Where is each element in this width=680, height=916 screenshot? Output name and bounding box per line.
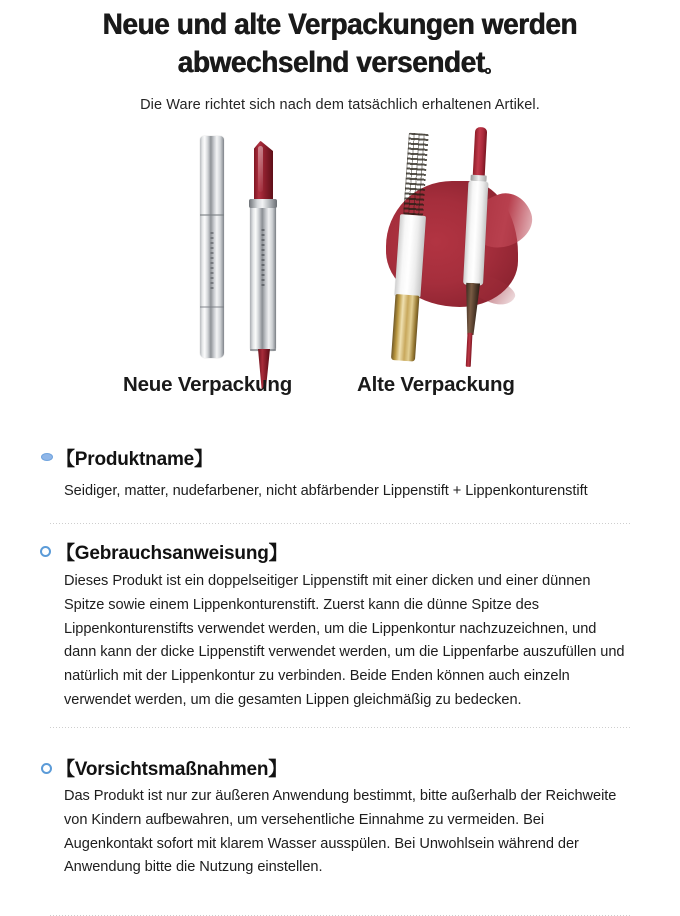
section-body-produktname: Seidiger, matter, nudefarbener, nicht abfärbender Lippenstift + Lippenkonturenstift [64,482,588,499]
blue-ring-marker-icon [41,763,52,774]
white-pencil-body-icon [463,180,488,285]
section-body-text: Dieses Produkt ist ein doppelseitiger Lippenstift mit einer dicken und einer dünnen Spitze sowie einem Lippenkonturenstift. Zuerst kann die dünne Spitze des Lippenkonturenstifts verwendet werden, um die Lippenkontur nachzuzeichnen, und dann kann der dicke Lippenstift verwendet werden, um die Lippenfarbe auszufüllen und natürlich mit der Lippenkontur zu verbinden. Beide Enden können auch einzeln verwendet werden, um die gesamten Lippen gleichmäßig zu bedecken. [64,573,625,708]
product-comparison-images [0,127,680,367]
section-heading-text: 【Vorsichtsmaßnahmen】 [56,759,288,781]
section-heading-text: 【Produktname】 [56,448,213,470]
section-divider-2 [50,727,632,728]
section-body-vorsichtsmassnahmen: Das Produkt ist nur zur äußeren Anwendung bestimmt, bitte außerhalb der Reichweite von Kindern aufbewahren, um versehentliche Einnahme zu vermeiden. Bei Augenkontakt sofort mit klarem Wasser ausspülen. Bei Unwohlsein während der Anwendung bitte die Nutzung einstellen. [64,788,617,876]
page-header [0,0,680,113]
blue-dot-marker-icon [41,453,53,461]
section-heading-gebrauchsanweisung [56,538,632,565]
lipstick-bullet-highlight [258,146,263,192]
packaging-labels [0,373,680,417]
section-body-gebrauchsanweisung [56,570,632,712]
cap-engraving-icon [211,232,214,290]
page-title [63,6,617,83]
section-divider-1 [50,523,632,524]
section-vorsichtsmassnahmen [56,754,632,880]
section-gebrauchsanweisung [56,538,632,712]
new-packaging-image [188,127,314,367]
gold-base-icon [391,294,420,362]
pencil-taper-icon [463,282,480,335]
silver-barrel-icon [250,203,276,351]
page-subtitle: Die Ware richtet sich nach dem tatsächlich erhaltenen Artikel. [140,96,540,113]
lipstick-bullet-icon [254,141,273,205]
pencil-lead-icon [466,333,473,367]
section-heading-produktname [56,444,632,471]
section-heading-text: 【Gebrauchsanweisung】 [56,543,288,565]
barrel-engraving-icon [262,229,265,287]
product-info [0,444,680,916]
old-packaging-image [358,127,526,367]
section-heading-vorsichtsmassnahmen [56,754,632,781]
page-title-line-2: abwechselnd versendet [177,46,485,80]
old-packaging-label: Alte Verpackung [357,372,515,396]
silver-cap-icon [200,136,224,358]
new-packaging-label: Neue Verpackung [123,372,293,396]
page-title-line-1: Neue und alte Verpackungen werden [102,8,578,41]
page-title-period: 。 [484,55,503,77]
blue-ring-marker-icon [40,546,51,557]
red-bullet-tip-icon [473,127,488,178]
section-produktname [56,444,632,504]
